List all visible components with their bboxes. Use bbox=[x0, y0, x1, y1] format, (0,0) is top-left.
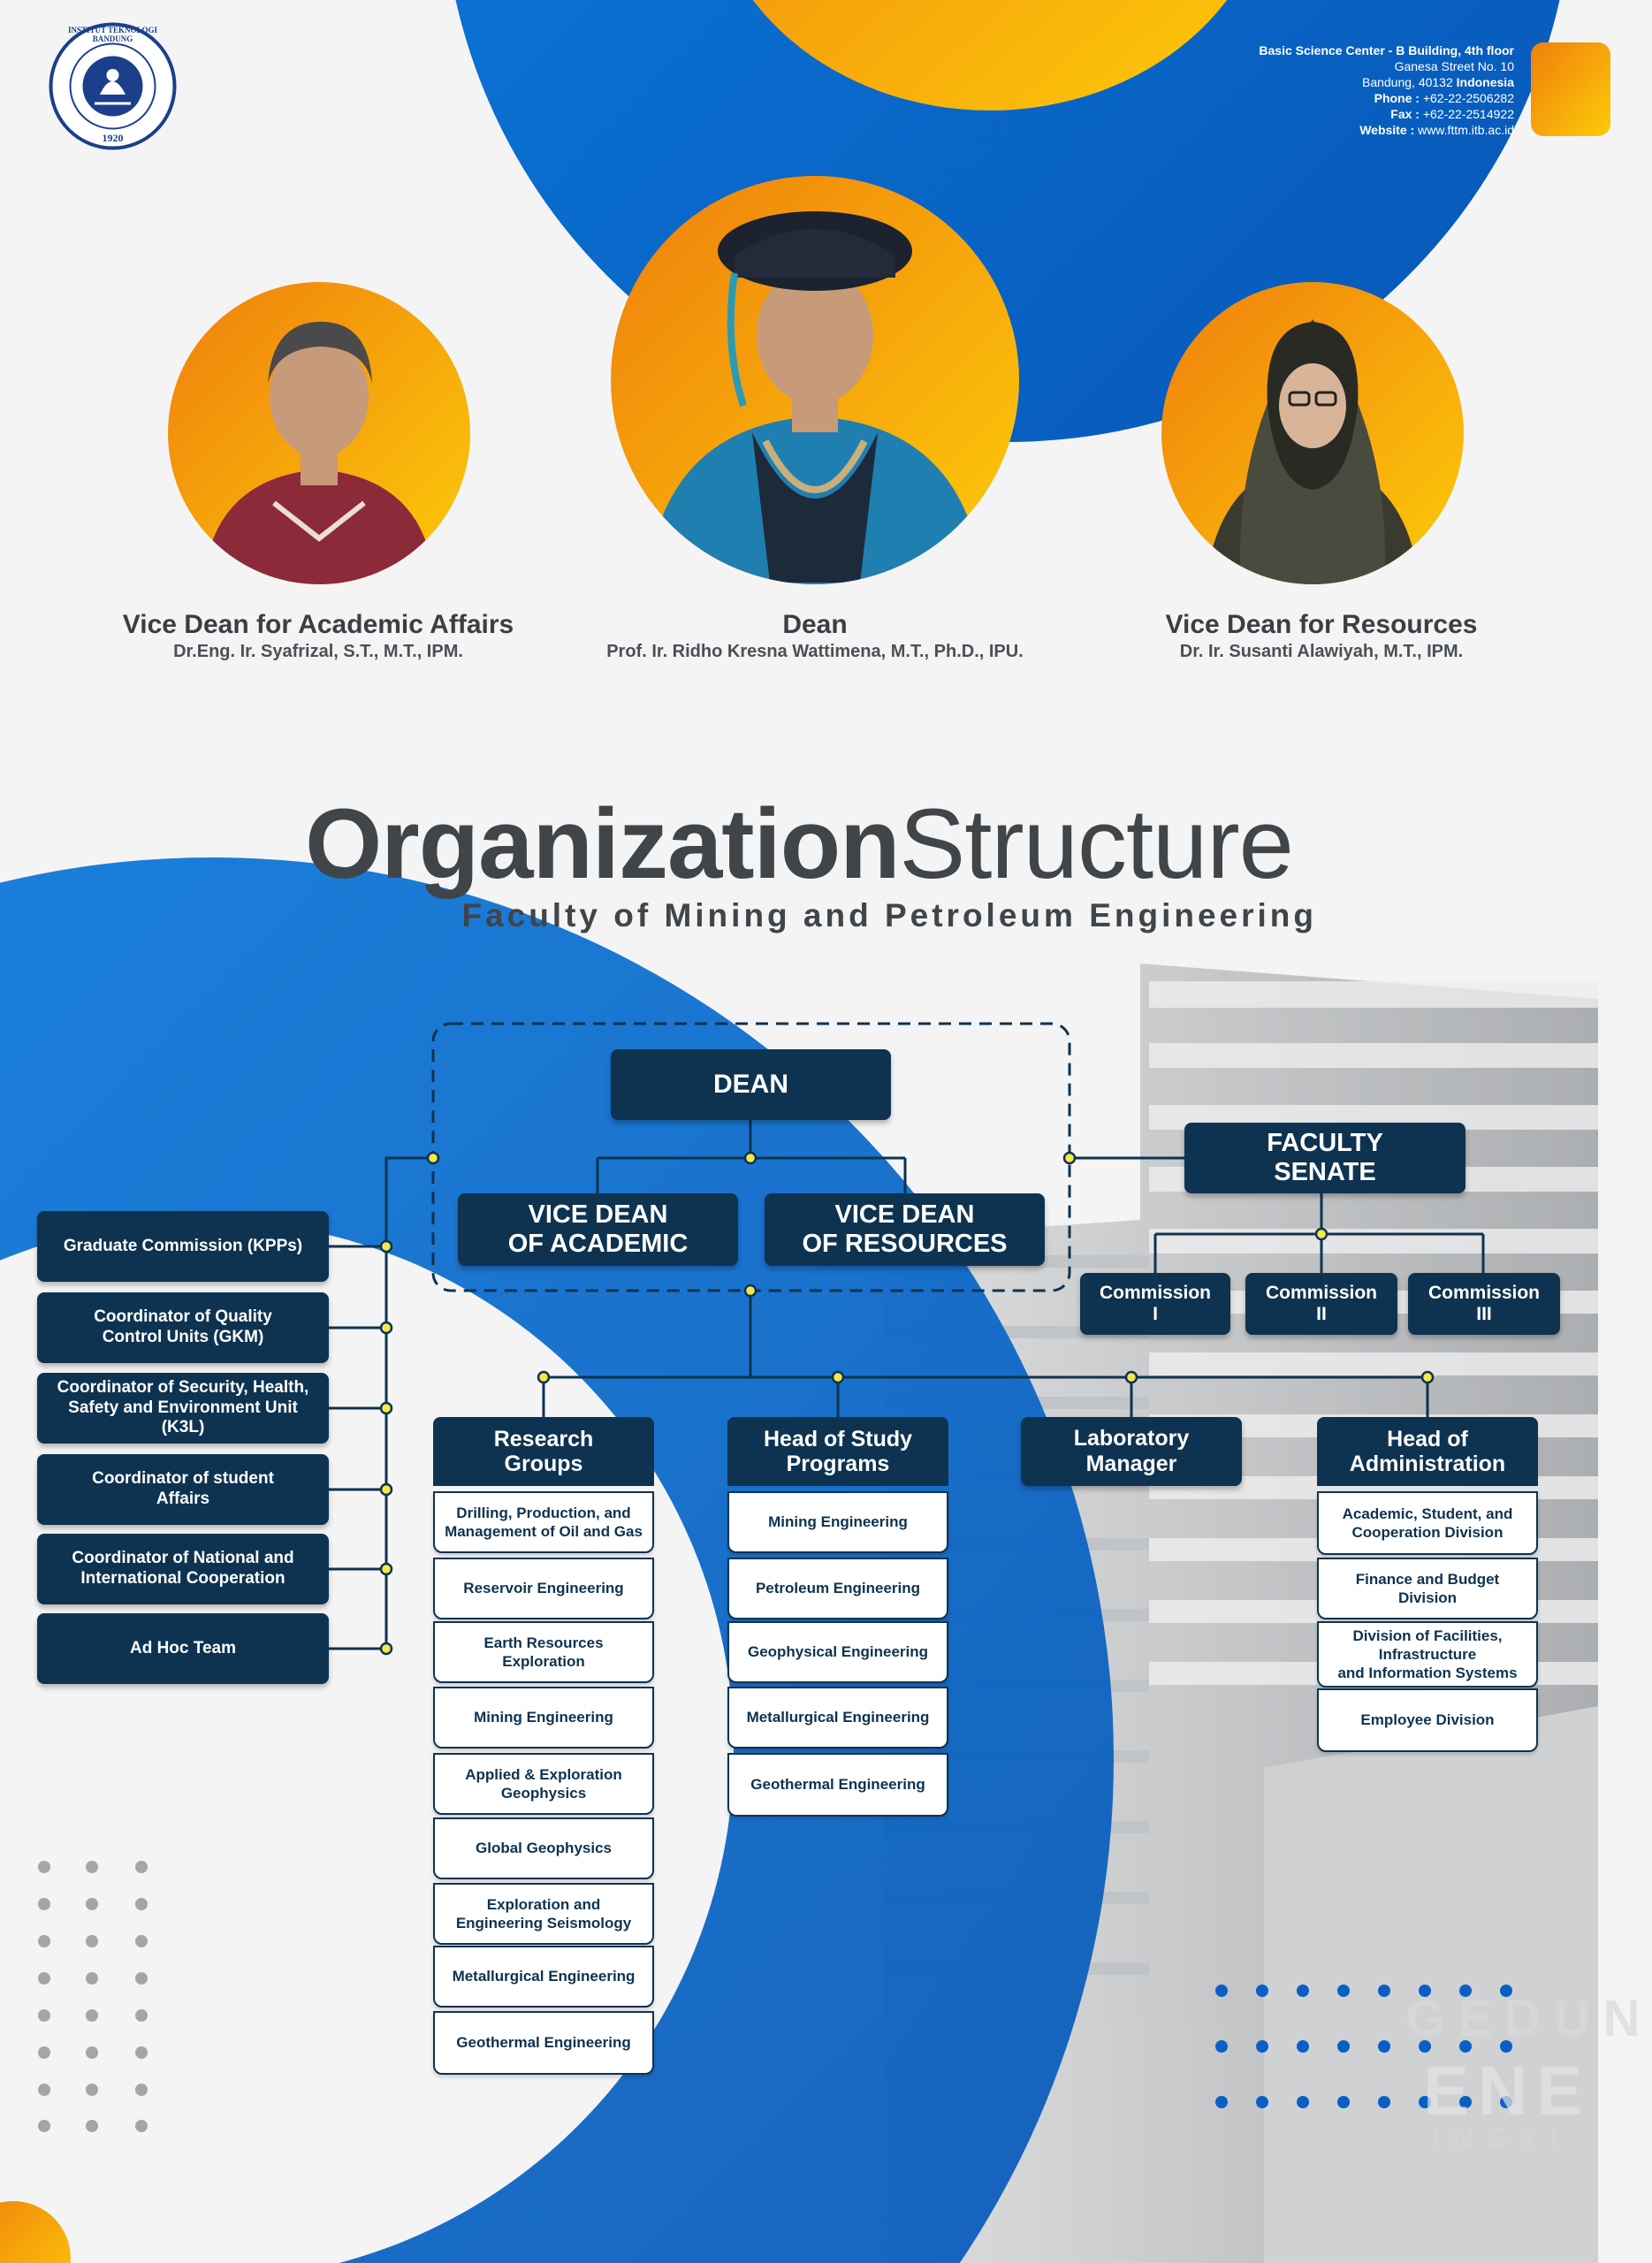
address-city: Bandung, 40132 bbox=[1361, 75, 1453, 89]
building-lettering-2: ENE bbox=[1423, 2052, 1592, 2130]
fax-value: +62-22-2514922 bbox=[1422, 107, 1514, 121]
leader-vice-dean-academic bbox=[97, 610, 539, 662]
vice-dean-resources-box: VICE DEAN OF RESOURCES bbox=[765, 1193, 1045, 1266]
commission-1-box: Commission I bbox=[1080, 1273, 1230, 1335]
left-unit-cooperation: Coordinator of National and International Cooperation bbox=[37, 1534, 329, 1604]
contact-info bbox=[1143, 42, 1514, 138]
research-group-item: Drilling, Production, and Management of Oil and Gas bbox=[433, 1491, 654, 1553]
research-group-item: Metallurgical Engineering bbox=[433, 1946, 654, 2008]
research-group-item: Reservoir Engineering bbox=[433, 1558, 654, 1619]
address-line1: Basic Science Center - B Building, 4th floor bbox=[1259, 43, 1514, 57]
administration-item: Academic, Student, and Cooperation Division bbox=[1317, 1491, 1538, 1555]
study-program-item: Geothermal Engineering bbox=[727, 1753, 948, 1817]
research-group-item: Earth Resources Exploration bbox=[433, 1621, 654, 1683]
research-group-item: Applied & Exploration Geophysics bbox=[433, 1753, 654, 1815]
leader-vice-dean-resources bbox=[1100, 610, 1542, 662]
commission-3-box: Commission III bbox=[1408, 1273, 1560, 1335]
left-unit-student-affairs: Coordinator of student Affairs bbox=[37, 1454, 329, 1525]
vice-dean-academic-box: VICE DEAN OF ACADEMIC bbox=[458, 1193, 738, 1266]
building-lettering-3: INSTI bbox=[1432, 2122, 1571, 2155]
research-group-item: Mining Engineering bbox=[433, 1687, 654, 1749]
address-country: Indonesia bbox=[1456, 75, 1514, 89]
left-unit-ad-hoc-team: Ad Hoc Team bbox=[37, 1613, 329, 1684]
administration-item: Division of Facilities, Infrastructure and Information Systems bbox=[1317, 1621, 1538, 1688]
study-program-item: Geophysical Engineering bbox=[727, 1621, 948, 1683]
study-program-item: Mining Engineering bbox=[727, 1491, 948, 1553]
commission-2-box: Commission II bbox=[1245, 1273, 1397, 1335]
page-title bbox=[0, 791, 1598, 897]
left-unit-graduate-commission: Graduate Commission (KPPs) bbox=[37, 1211, 329, 1282]
leader-role: Dean bbox=[782, 610, 848, 639]
page-subtitle: Faculty of Mining and Petroleum Engineering bbox=[461, 897, 1317, 933]
leader-role: Vice Dean for Resources bbox=[1165, 610, 1478, 639]
study-programs-header: Head of Study Programs bbox=[727, 1417, 948, 1486]
fax-label: Fax : bbox=[1390, 107, 1420, 121]
logo-year: 1920 bbox=[102, 132, 124, 144]
study-program-item: Petroleum Engineering bbox=[727, 1558, 948, 1619]
administration-item: Employee Division bbox=[1317, 1688, 1538, 1752]
title-light: Structure bbox=[899, 789, 1293, 899]
portrait-vice-dean-resources bbox=[1161, 282, 1464, 584]
leader-name: Dr.Eng. Ir. Syafrizal, S.T., M.T., IPM. bbox=[173, 642, 463, 661]
website-label: Website : bbox=[1359, 123, 1415, 137]
title-bold: Organization bbox=[305, 789, 900, 899]
logo-text: INSTITUT TEKNOLOGI BANDUNG bbox=[68, 26, 157, 43]
leader-name: Prof. Ir. Ridho Kresna Wattimena, M.T., Ph.D., IPU. bbox=[606, 642, 1024, 661]
faculty-senate-box: FACULTY SENATE bbox=[1184, 1123, 1465, 1193]
portrait-dean bbox=[611, 176, 1019, 584]
leader-dean bbox=[550, 610, 1080, 662]
administration-item: Finance and Budget Division bbox=[1317, 1558, 1538, 1619]
research-group-item: Global Geophysics bbox=[433, 1817, 654, 1879]
study-program-item: Metallurgical Engineering bbox=[727, 1687, 948, 1749]
itb-logo bbox=[49, 22, 177, 150]
research-group-item: Geothermal Engineering bbox=[433, 2011, 654, 2075]
laboratory-manager-box: Laboratory Manager bbox=[1021, 1417, 1242, 1486]
research-group-item: Exploration and Engineering Seismology bbox=[433, 1883, 654, 1945]
building-lettering: GEDUN bbox=[1405, 1990, 1652, 2047]
left-unit-quality-control: Coordinator of Quality Control Units (GKM) bbox=[37, 1292, 329, 1363]
administration-header: Head of Administration bbox=[1317, 1417, 1538, 1486]
phone-label: Phone : bbox=[1374, 91, 1420, 105]
leader-role: Vice Dean for Academic Affairs bbox=[122, 610, 514, 639]
phone-value: +62-22-2506282 bbox=[1422, 91, 1514, 105]
portrait-vice-dean-academic bbox=[168, 282, 470, 584]
dean-box: DEAN bbox=[611, 1049, 891, 1120]
research-groups-header: Research Groups bbox=[433, 1417, 654, 1486]
left-unit-k3l: Coordinator of Security, Health, Safety and Environment Unit (K3L) bbox=[37, 1373, 329, 1444]
address-line2: Ganesa Street No. 10 bbox=[1394, 59, 1514, 73]
website-link[interactable]: www.fttm.itb.ac.id bbox=[1418, 123, 1514, 137]
leader-name: Dr. Ir. Susanti Alawiyah, M.T., IPM. bbox=[1179, 642, 1464, 661]
